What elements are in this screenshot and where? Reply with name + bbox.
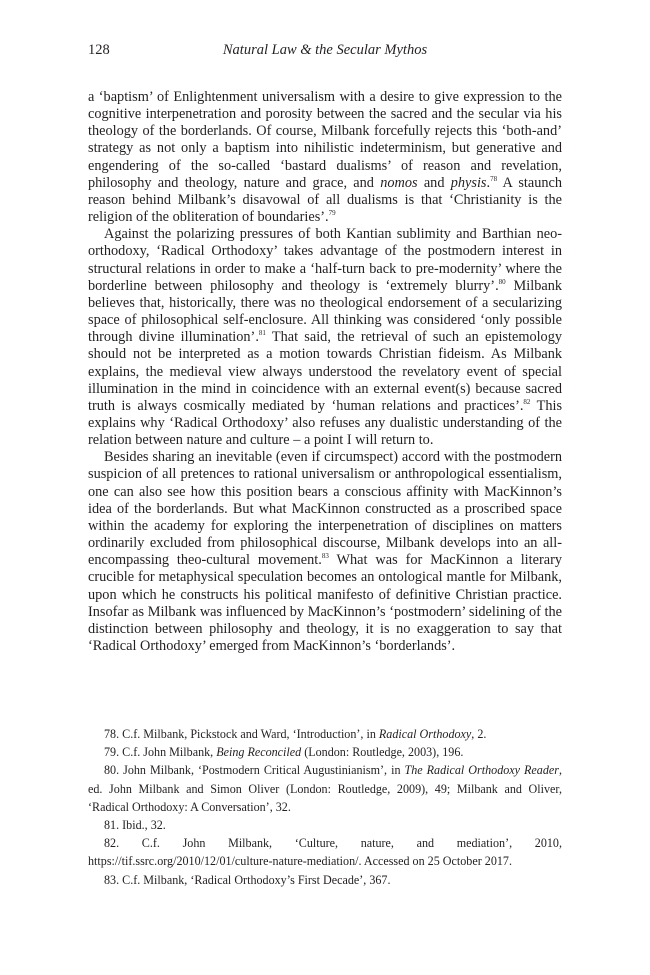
footnote-text: 82. C.f. John Milbank, ‘Culture, nature, and mediation’, 2010, https://tif.ssrc.org/2010/12/01/culture-nature-mediation/. Accessed on 25 October 2017.	[88, 836, 562, 869]
italic-term-nomos: nomos	[380, 174, 418, 191]
paragraph-1-text: .	[486, 174, 491, 191]
italic-term-physis: physis	[450, 174, 487, 191]
footnote-text: (London: Routledge, 2003), 196.	[301, 745, 464, 760]
footnote-83	[88, 871, 562, 889]
footnote-78	[88, 725, 562, 743]
footnote-ref-79[interactable]: 79	[328, 209, 336, 218]
footnote-text: , 2.	[471, 727, 487, 741]
running-head: Natural Law & the Secular Mythos	[222, 42, 428, 58]
paragraph-2-text: Milbank believes that, historically, there was no theological endorsement of a secularizing space of philosophical self-enclosure. All thinking was considered ‘only possible through divine illumination’.	[88, 277, 562, 346]
footnote-81	[88, 816, 562, 834]
footnote-79	[88, 743, 562, 761]
footnote-ref-82[interactable]: 82	[523, 398, 531, 407]
footnote-title: Radical Orthodoxy	[378, 727, 472, 741]
footnote-title: Being Reconciled	[216, 745, 302, 760]
paragraph-2-text: That said, the retrieval of such an epistemology should not be interpreted as a motion towards Christian fideism. As Milbank explains, the medieval view always understood the revelatory event of special illumination in the mind in coincidence with an external event(s) because sacred truth is always cosmically mediated by ‘human relations and practices’.	[88, 329, 563, 414]
footnote-82	[88, 834, 562, 870]
footnote-text: 81. Ibid., 32.	[104, 818, 166, 833]
paragraph-2-text: Against the polarizing pressures of both Kantian sublimity and Barthian neo-orthodoxy, ‘Radical Orthodoxy’ takes advantage of the postmodern interest in structural relations in order to make a ‘half-turn back to pre-modernity’ where the borderline between philosophy and theology is ‘extremely blurry’.	[88, 226, 562, 294]
paragraph-2-text: This explains why ‘Radical Orthodoxy’ also refuses any dualistic understanding of the relation between nature and culture – a point I will return to.	[88, 397, 563, 449]
footnote-title: The Radical Orthodoxy Reader	[404, 763, 559, 778]
paragraph-3	[88, 449, 562, 655]
page-number: 128	[88, 42, 110, 58]
paragraph-1	[88, 89, 562, 226]
paragraph-3-text: What was for MacKinnon a literary crucible for metaphysical speculation becomes an ontological mantle for Milbank, upon which he constructs his political manifesto of definitive Christian practice. Insofar as Milbank was influenced by MacKinnon’s ‘postmodern’ sidelining of the distinction between philosophy and theology, it is no exaggeration to say that ‘Radical Orthodoxy’ emerged from MacKinnon’s ‘borderlands’.	[88, 552, 562, 654]
footnote-text: 80. John Milbank, ‘Postmodern Critical Augustinianism’, in	[104, 763, 405, 778]
paragraph-3-text: Besides sharing an inevitable (even if circumspect) accord with the postmodern suspicion of all pretences to rational universalism or anthropological essentialism, one can also see how this position bears a conscious affinity with MacKinnon’s idea of the borderlands. But what MacKinnon constructed as a proscribed space within the academy for exploring the interpenetration of disciplines on matters ordinarily excluded from philosophical discourse, Milbank develops into an all-encompassing theo-cultural movement.	[88, 449, 562, 569]
footnote-ref-80[interactable]: 80	[498, 277, 506, 286]
footnote-text: 79. C.f. John Milbank,	[104, 745, 217, 760]
footnote-ref-83[interactable]: 83	[321, 552, 329, 561]
footnote-text: , ed. John Milbank and Simon Oliver (London: Routledge, 2009), 49; Milbank and Oliver, ‘Radical Orthodoxy: A Conversation’, 32.	[88, 763, 562, 814]
paragraph-1-text: a ‘baptism’ of Enlightenment universalism with a desire to give expression to the cognitive interpenetration and porosity between the sacred and the secular via his theology of the borderlands. Of course, Milbank forcefully rejects this ‘both-and’ strategy as not only a baptism into nihilistic indeterminism, but generative and engendering of the so-called ‘bastard dualisms’ of reason and revelation, philosophy and theology, nature and grace, and	[88, 89, 562, 191]
footnotes	[88, 725, 562, 889]
paragraph-1-text: and	[417, 174, 451, 191]
paragraph-1-text: A staunch reason behind Milbank’s disavowal of all dualisms is that ‘Christianity is the religion of the obliteration of boundaries’.	[88, 174, 562, 226]
footnote-ref-81[interactable]: 81	[258, 329, 266, 338]
footnote-text: 83. C.f. Milbank, ‘Radical Orthodoxy’s First Decade’, 367.	[104, 872, 391, 887]
page-header	[88, 42, 562, 62]
body-text	[88, 89, 562, 655]
footnote-ref-78[interactable]: 78	[490, 175, 498, 184]
paragraph-2	[88, 226, 562, 449]
footnote-80	[88, 761, 562, 816]
footnote-text: 78. C.f. Milbank, Pickstock and Ward, ‘Introduction’, in	[104, 727, 379, 741]
